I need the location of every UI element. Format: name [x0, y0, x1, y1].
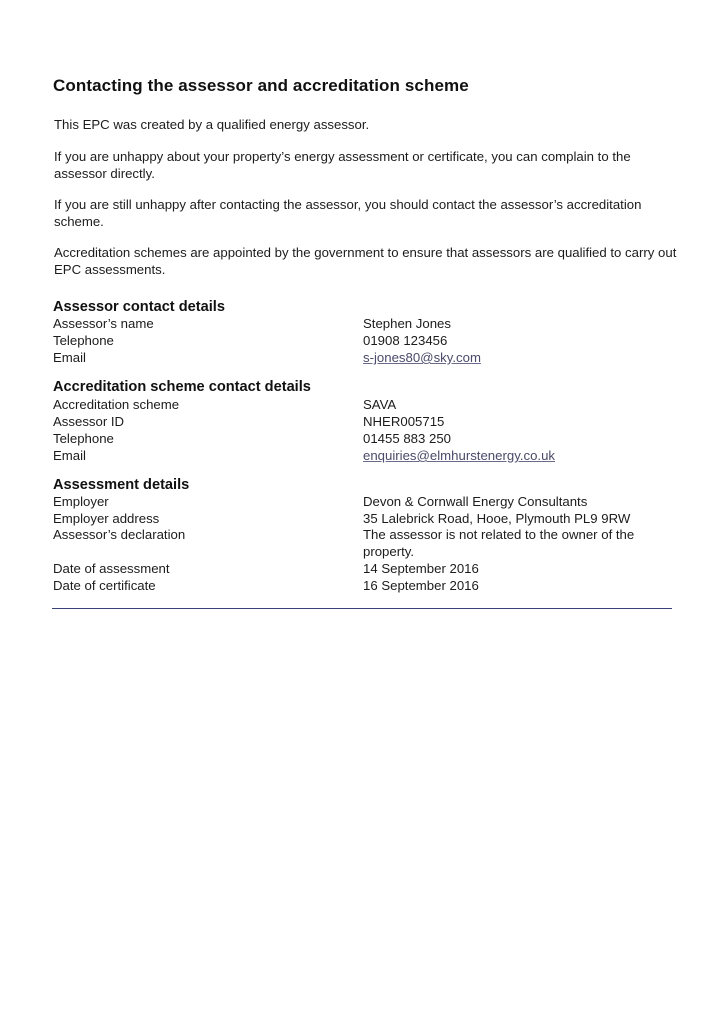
row-value: Stephen Jones	[363, 316, 451, 331]
escalation-paragraph: If you are still unhappy after contacting the assessor, you should contact the assessor’s accreditation scheme.	[54, 197, 642, 229]
row-value: SAVA	[363, 397, 397, 412]
assessment-details-heading: Assessment details	[53, 477, 190, 493]
row-value: 14 September 2016	[363, 561, 479, 576]
row-value: NHER005715	[363, 414, 445, 429]
accreditation-email-link[interactable]: enquiries@elmhurstenergy.co.uk	[363, 448, 555, 463]
row-value: 01908 123456	[363, 333, 448, 348]
row-label: Assessor ID	[53, 414, 125, 429]
accreditation-info-paragraph: Accreditation schemes are appointed by the government to ensure that assessors are qualified to carry out EPC assessments.	[54, 245, 677, 277]
row-value: The assessor is not related to the owner of the property.	[363, 527, 635, 559]
row-label: Assessor’s name	[53, 316, 154, 331]
row-label: Accreditation scheme	[53, 397, 180, 412]
row-label: Email	[53, 350, 86, 365]
section-divider	[52, 608, 672, 609]
row-value: 35 Lalebrick Road, Hooe, Plymouth PL9 9RW	[363, 511, 631, 526]
row-label: Date of certificate	[53, 578, 156, 593]
page-title: Contacting the assessor and accreditation scheme	[53, 76, 469, 95]
complaint-paragraph: If you are unhappy about your property’s energy assessment or certificate, you can complain to the assessor directly.	[54, 149, 631, 181]
row-label: Assessor’s declaration	[53, 527, 186, 542]
row-label: Employer	[53, 494, 109, 509]
accreditation-contact-heading: Accreditation scheme contact details	[53, 379, 311, 395]
row-label: Telephone	[53, 431, 114, 446]
row-label: Date of assessment	[53, 561, 170, 576]
row-label: Employer address	[53, 511, 160, 526]
assessor-email-link[interactable]: s-jones80@sky.com	[363, 350, 481, 365]
row-label: Email	[53, 448, 86, 463]
row-value: 01455 883 250	[363, 431, 452, 446]
row-value: 16 September 2016	[363, 578, 479, 593]
intro-paragraph: This EPC was created by a qualified energy assessor.	[54, 117, 370, 132]
assessor-contact-heading: Assessor contact details	[53, 299, 225, 315]
row-label: Telephone	[53, 333, 114, 348]
row-value: Devon & Cornwall Energy Consultants	[363, 494, 588, 509]
